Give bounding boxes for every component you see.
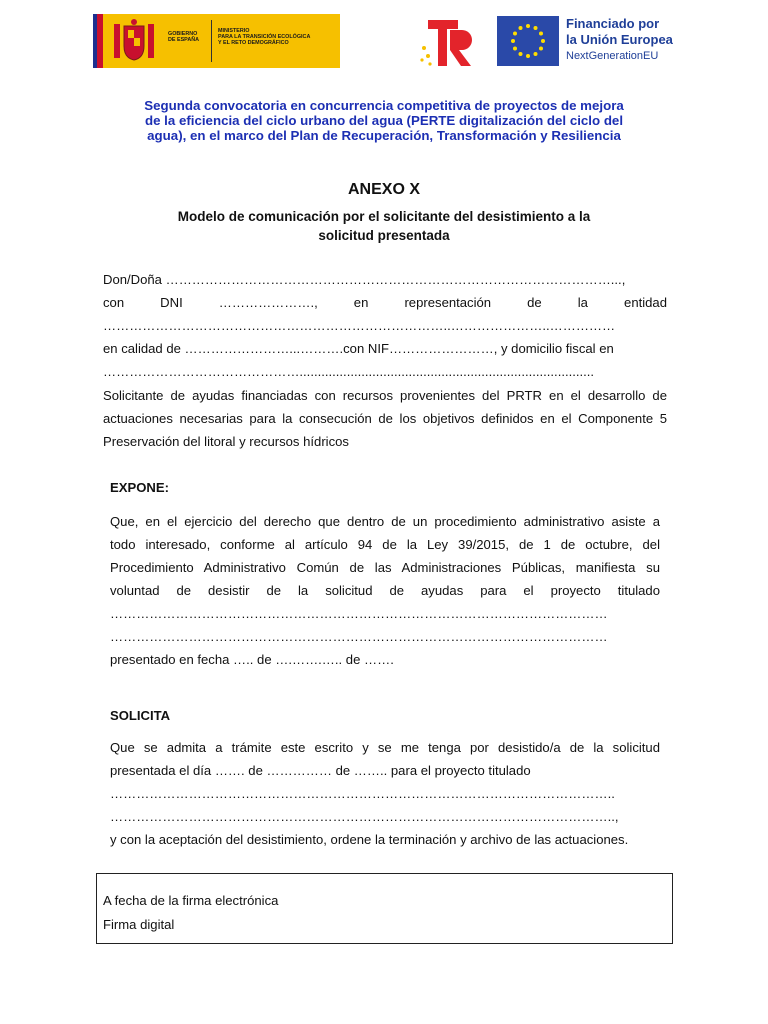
eu-label-line2: la Unión Europea (566, 32, 673, 47)
applicant-name-line: Don/Doña …………………………………………………………………………………………..., (103, 272, 626, 287)
capacity-line: en calidad de ……………………...……….con NIF……………………, y domicilio fiscal en (103, 341, 614, 356)
heading-line3: agua), en el marco del Plan de Recuperación, Transformación y Resiliencia (147, 128, 621, 143)
project-title-blank: …………………………………………………………………………………………………… (110, 606, 608, 621)
expone-line: todo interesado, conforme al artículo 94 de la Ley 39/2015, de 1 de octubre, del (110, 537, 660, 552)
gov-label (168, 31, 199, 43)
entity-line: ……………………………………………………………………..…………………..…………… (103, 318, 616, 333)
presentation-date-line: presentado en fecha ….. de ….…….….. de ……. (110, 652, 394, 667)
document-heading (100, 98, 668, 143)
signature-box (96, 873, 673, 944)
dni-line: con DNI …………………., en representación de la entidad (103, 295, 667, 310)
annex-title: ANEXO X (347, 181, 420, 198)
ministry-line2: PARA LA TRANSICIÓN ECOLÓGICA (218, 34, 311, 40)
solicita-line: Que se admita a trámite este escrito y se me tenga por desistido/a de la solicitud (110, 740, 660, 755)
project-title-blank: …………………………………………………………………………………………………….. (110, 786, 615, 801)
solicita-line: y con la aceptación del desistimiento, ordene la terminación y archivo de las actuaciones. (110, 832, 629, 847)
project-title-blank: …………………………………………………………………………………………………….., (110, 809, 619, 824)
expone-line: Procedimiento Administrativo Común de las Administraciones Públicas, manifiesta su (110, 560, 660, 575)
project-title-blank: …………………………………………………………………………………………………… (110, 629, 608, 644)
annex-subtitle (130, 207, 638, 245)
eu-funding-label (566, 16, 686, 64)
solicita-body (110, 736, 660, 851)
solicita-line: presentada el día ……. de …………… de …….. para el proyecto titulado (110, 763, 531, 778)
heading-line2: de la eficiencia del ciclo urbano del agua (PERTE digitalización del ciclo del (144, 113, 624, 128)
expone-heading: EXPONE: (110, 480, 169, 495)
ministry-line3: Y EL RETO DEMOGRÁFICO (218, 40, 289, 46)
fiscal-address-line: ………………………………………................................................................................. (103, 364, 595, 379)
digital-signature-label: Firma digital (103, 917, 175, 932)
solicita-heading: SOLICITA (110, 708, 171, 723)
gov-label-line1: GOBIERNO (168, 31, 198, 37)
ministry-line1: MINISTERIO (218, 28, 250, 34)
recovery-plan-logo (418, 18, 480, 68)
expone-body (110, 510, 660, 671)
eu-label-line3: NextGenerationEU (566, 50, 659, 62)
eu-label-line1: Financiado por (566, 16, 660, 31)
coat-of-arms-icon (110, 18, 158, 64)
ministry-label (218, 28, 310, 46)
gov-label-line2: DE ESPAÑA (168, 37, 200, 43)
signature-date-label: A fecha de la firma electrónica (103, 893, 279, 908)
subtitle-line1: Modelo de comunicación por el solicitante del desistimiento a la (177, 209, 591, 224)
expone-line: Que, en el ejercicio del derecho que dentro de un procedimiento administrativo asiste a (110, 514, 660, 529)
applicant-data-block (103, 268, 667, 383)
eu-flag-stripe (93, 14, 97, 68)
heading-line1: Segunda convocatoria en concurrencia competitiva de proyectos de mejora (144, 98, 624, 113)
logo-divider (211, 20, 212, 62)
eu-stars-icon (497, 16, 559, 66)
expone-line: voluntad de desistir de la solicitud de ayudas para el proyecto titulado (110, 583, 660, 598)
subtitle-line2: solicitud presentada (318, 228, 450, 243)
applicant-description: Solicitante de ayudas financiadas con recursos provenientes del PRTR en el desarrollo de actuaciones necesarias para la consecución de los objetivos definidos en el Componente 5 Preservación del litoral y recursos hídricos (103, 388, 667, 449)
